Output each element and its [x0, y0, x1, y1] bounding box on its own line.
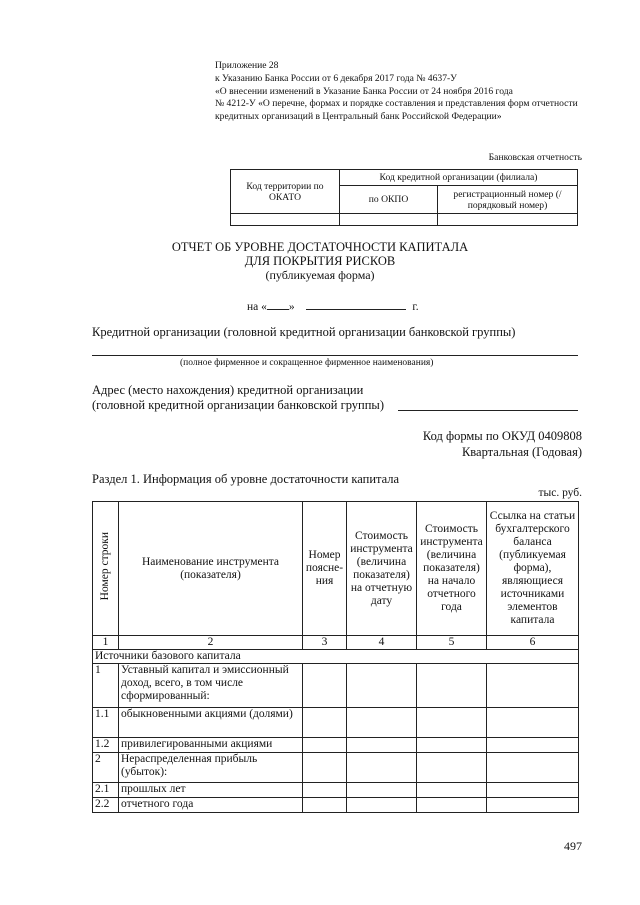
value-cell[interactable] [303, 798, 347, 813]
annex-line-3: «О внесении изменений в Указание Банка России от 24 ноября 2016 года [215, 85, 513, 97]
periodicity: Квартальная (Годовая) [461, 445, 582, 459]
value-cell[interactable] [417, 708, 487, 738]
full-name-hint: (полное фирменное и сокращенное фирменное наименования) [180, 358, 434, 368]
okud-code: Код формы по ОКУД 0409808 [422, 429, 582, 443]
annex-line-1: Приложение 28 [215, 60, 279, 71]
row-name: привилегированными акциями [119, 738, 303, 753]
row-number: 2 [93, 753, 119, 783]
bank-reporting-label: Банковская отчетность [488, 152, 582, 163]
value-cell[interactable] [347, 783, 417, 798]
value-cell[interactable] [303, 708, 347, 738]
annex-line-2: к Указанию Банка России от 6 декабря 2017 года № 4637-У [215, 72, 457, 84]
report-title-line-1: ОТЧЕТ ОБ УРОВНЕ ДОСТАТОЧНОСТИ КАПИТАЛА [171, 240, 469, 254]
row-number: 2.1 [93, 783, 119, 798]
header-value-reporting-date: Стоимость инструмента (величина показателя) на отчетную дату [347, 502, 417, 636]
col-number: 2 [119, 636, 303, 650]
table-row [93, 753, 579, 783]
row-number: 1.1 [93, 708, 119, 738]
value-cell[interactable] [487, 664, 579, 708]
table-row [93, 708, 579, 738]
value-cell[interactable] [303, 738, 347, 753]
okpo-cell[interactable] [340, 214, 438, 226]
value-cell[interactable] [417, 753, 487, 783]
territory-code-header: Код территории по ОКАТО [231, 170, 340, 214]
day-field[interactable] [267, 299, 289, 310]
row-number: 1.2 [93, 738, 119, 753]
org-name-field[interactable] [92, 355, 578, 356]
row-name: Уставный капитал и эмиссионный доход, всего, в том числе сформированный: [119, 664, 303, 708]
value-cell[interactable] [487, 738, 579, 753]
reg-number-cell[interactable] [438, 214, 578, 226]
row-name: обыкновенными акциями (долями) [119, 708, 303, 738]
group-title: Источники базового капитала [93, 650, 579, 664]
annex-header [215, 60, 590, 124]
reg-number-header: регистрационный номер (/порядковый номер) [438, 186, 578, 214]
row-name: Нераспределенная прибыль (убыток): [119, 753, 303, 783]
value-cell[interactable] [347, 798, 417, 813]
header-row-number: Номер строки [93, 502, 119, 636]
row-number: 2.2 [93, 798, 119, 813]
value-cell[interactable] [417, 664, 487, 708]
credit-org-label: Кредитной организации (головной кредитной организации банковской группы) [92, 325, 516, 339]
col-number: 6 [487, 636, 579, 650]
value-cell[interactable] [347, 708, 417, 738]
page-number: 497 [564, 839, 582, 853]
territory-code-cell[interactable] [231, 214, 340, 226]
header-instrument-name: Наименование инструмента (показателя) [119, 502, 303, 636]
value-cell[interactable] [303, 664, 347, 708]
value-cell[interactable] [417, 738, 487, 753]
address-line-1: Адрес (место нахождения) кредитной организации [92, 383, 364, 397]
credit-org-code-header: Код кредитной организации (филиала) [340, 170, 578, 186]
table-row [93, 798, 579, 813]
form-code-block [423, 428, 582, 460]
col-number: 3 [303, 636, 347, 650]
value-cell[interactable] [487, 783, 579, 798]
month-field[interactable] [306, 299, 406, 310]
okpo-header: по ОКПО [340, 186, 438, 214]
value-cell[interactable] [487, 708, 579, 738]
address-line-2: (головной кредитной организации банковской группы) [92, 398, 384, 412]
row-number: 1 [93, 664, 119, 708]
table-row [93, 664, 579, 708]
value-cell[interactable] [303, 753, 347, 783]
value-cell[interactable] [417, 783, 487, 798]
table-row [93, 783, 579, 798]
units-label: тыс. руб. [538, 487, 582, 499]
row-name: прошлых лет [119, 783, 303, 798]
address-field[interactable] [398, 410, 578, 411]
col-number: 5 [417, 636, 487, 650]
value-cell[interactable] [347, 753, 417, 783]
table-row [93, 738, 579, 753]
report-title-line-3: (публикуемая форма) [265, 268, 375, 282]
header-value-year-start: Стоимость инструмента (величина показателя) на начало отчетного года [417, 502, 487, 636]
header-balance-reference: Ссылка на статьи бухгалтерского баланса (публикуемая форма), являющиеся источниками элементов капитала [487, 502, 579, 636]
section-title: Раздел 1. Информация об уровне достаточности капитала [92, 472, 400, 486]
header-note-number: Номер пояснения [303, 502, 347, 636]
value-cell[interactable] [487, 753, 579, 783]
annex-line-4: № 4212-У «О перечне, формах и порядке составления и представления форм отчетности кредитных организаций в Центральный банк Российской Федерации» [215, 98, 578, 123]
col-number: 1 [93, 636, 119, 650]
date-mid: » [288, 301, 295, 313]
date-line [247, 299, 419, 313]
report-title-line-2: ДЛЯ ПОКРЫТИЯ РИСКОВ [244, 254, 396, 268]
address-label [92, 383, 384, 413]
value-cell[interactable] [347, 738, 417, 753]
col-number: 4 [347, 636, 417, 650]
value-cell[interactable] [303, 783, 347, 798]
codes-table [230, 169, 578, 226]
value-cell[interactable] [347, 664, 417, 708]
date-prefix: на « [247, 301, 267, 313]
value-cell[interactable] [417, 798, 487, 813]
capital-adequacy-table [92, 501, 579, 813]
date-suffix: г. [412, 301, 419, 313]
row-name: отчетного года [119, 798, 303, 813]
value-cell[interactable] [487, 798, 579, 813]
